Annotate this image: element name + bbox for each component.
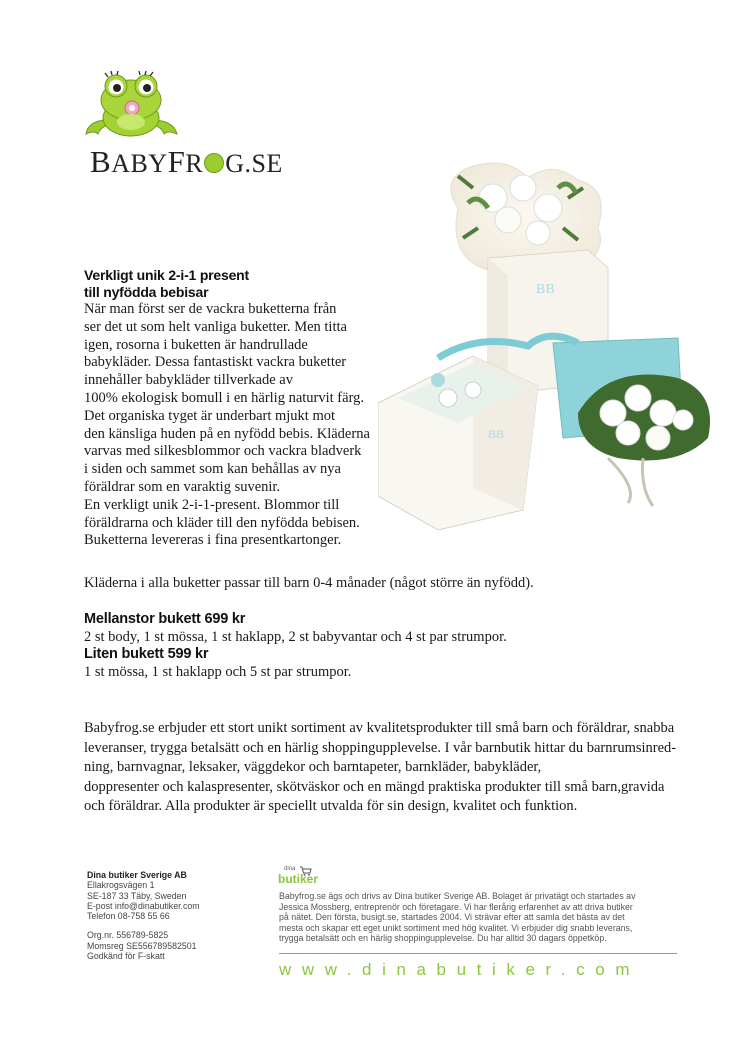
company-description — [279, 891, 689, 944]
website-url[interactable]: www.dinabutiker.com — [279, 960, 641, 979]
company-info — [87, 870, 200, 961]
about-line: leveranser, trygga betalsätt och en härlig shoppingupplevelse. I vår barnbutik hittar du barnrumsinred- — [84, 739, 677, 756]
description-line: mesta och skapar ett eget unikt sortiment med hög kvalitet. Vi erbjuder dig snabb leverans, — [279, 922, 633, 933]
intro-body-line: innehåller babykläder tillverkade av — [84, 372, 293, 389]
brand-wordmark: BABYFR G.SE — [90, 144, 283, 179]
address-line: SE-187 33 Täby, Sweden — [87, 890, 187, 901]
description-line: Jessica Mossberg, entreprenör och företagare. Vi har flerårig erfarenhet av att driva butiker — [279, 901, 633, 912]
product-contents: 2 st body, 1 st mössa, 1 st haklapp, 2 st babyvantar och 4 st par strumpor. — [84, 628, 507, 645]
intro-body-line: igen, rosorna i buketten är handrullade — [84, 336, 308, 353]
intro-body-line: babykläder. Dessa fantastiskt vackra buketter — [84, 354, 347, 371]
intro-body-line: Buketterna levereras i fina presentkartonger. — [84, 532, 342, 549]
intro-body-line: föräldrarna och kläder till den nyfödda bebisen. — [84, 514, 360, 531]
intro-body-line: När man först ser de vackra buketterna från — [84, 301, 337, 317]
frog-o-icon — [204, 153, 224, 173]
product-list — [84, 611, 507, 681]
phone-line: Telefon 08-758 55 66 — [87, 911, 170, 922]
about-paragraph — [84, 719, 684, 817]
intro-section — [84, 267, 384, 550]
org-number: Org.nr. 556789-5825 — [87, 930, 169, 941]
frog-mascot-icon — [84, 70, 179, 142]
about-line: doppresenter och kalaspresenter, skötväskor och en mängd praktiska produkter till små barn,gravida — [84, 778, 665, 795]
butiker-text: butiker — [278, 872, 319, 886]
company-name: Dina butiker Sverige AB — [87, 870, 187, 880]
intro-title-line: till nyfödda bebisar — [84, 284, 209, 300]
vat-number: Momsreg SE556789582501 — [87, 940, 197, 951]
intro-body-line: Det organiska tyget är underbart mjukt mot — [84, 407, 336, 424]
intro-body-line: 100% ekologisk bomull i en härlig naturvit färg. — [84, 389, 365, 406]
about-line: ning, barnvagnar, leksaker, väggdekor och barntapeter, barnkläder, babykläder, — [84, 759, 542, 776]
description-line: på nätet. Den första, busigt.se, startades 2004. Vi strävar efter att samla det bästa av det — [279, 912, 625, 923]
intro-body-line: den känsliga huden på en nyfödd bebis. Kläderna — [84, 425, 370, 442]
dinabutiker-logo — [278, 866, 338, 888]
bouquet-product-photo — [378, 158, 722, 530]
dina-small-text: dina — [284, 866, 296, 872]
svg-text:BB: BB — [488, 427, 505, 441]
address-line: Ellakrogsvägen 1 — [87, 880, 155, 891]
babyfrog-logo — [84, 70, 284, 180]
intro-body-line: ser det ut som helt vanliga buketter. Men titta — [84, 318, 347, 335]
product-name: Mellanstor bukett 699 kr — [84, 611, 246, 627]
product-name: Liten bukett 599 kr — [84, 646, 209, 662]
intro-body-line: i siden och sammet som kan behållas av nya — [84, 461, 341, 478]
intro-body-line: varvas med silkesblommor och vackra bladverk — [84, 443, 362, 460]
email-line: E-post info@dinabutiker.com — [87, 900, 200, 911]
footer-divider — [279, 953, 677, 954]
product-contents: 1 st mössa, 1 st haklapp och 5 st par strumpor. — [84, 663, 352, 680]
description-line: Babyfrog.se ägs och drivs av Dina butiker Sverige AB. Bolaget är privatägt och startades av — [279, 891, 636, 901]
intro-body-line: föräldrar som en varaktig suvenir. — [84, 478, 281, 495]
about-line: Babyfrog.se erbjuder ett stort unikt sortiment av kvalitetsprodukter till små barn och föräldrar, snabba — [84, 720, 675, 736]
intro-body-line: En verkligt unik 2-i-1-present. Blommor till — [84, 496, 340, 513]
size-note: Kläderna i alla buketter passar till barn 0-4 månader (något större än nyfödd). — [84, 575, 534, 591]
tax-status: Godkänd för F-skatt — [87, 951, 165, 962]
svg-text:BB: BB — [536, 282, 555, 297]
intro-title-line: Verkligt unik 2-i-1 present — [84, 267, 249, 283]
about-line: och föräldrar. Alla produkter är speciellt utvalda för sin design, kvalitet och funktion. — [84, 798, 578, 815]
description-line: trygga betalsätt och en härlig shoppingupplevelse. Du har alltid 30 dagars öppetköp. — [279, 933, 607, 944]
